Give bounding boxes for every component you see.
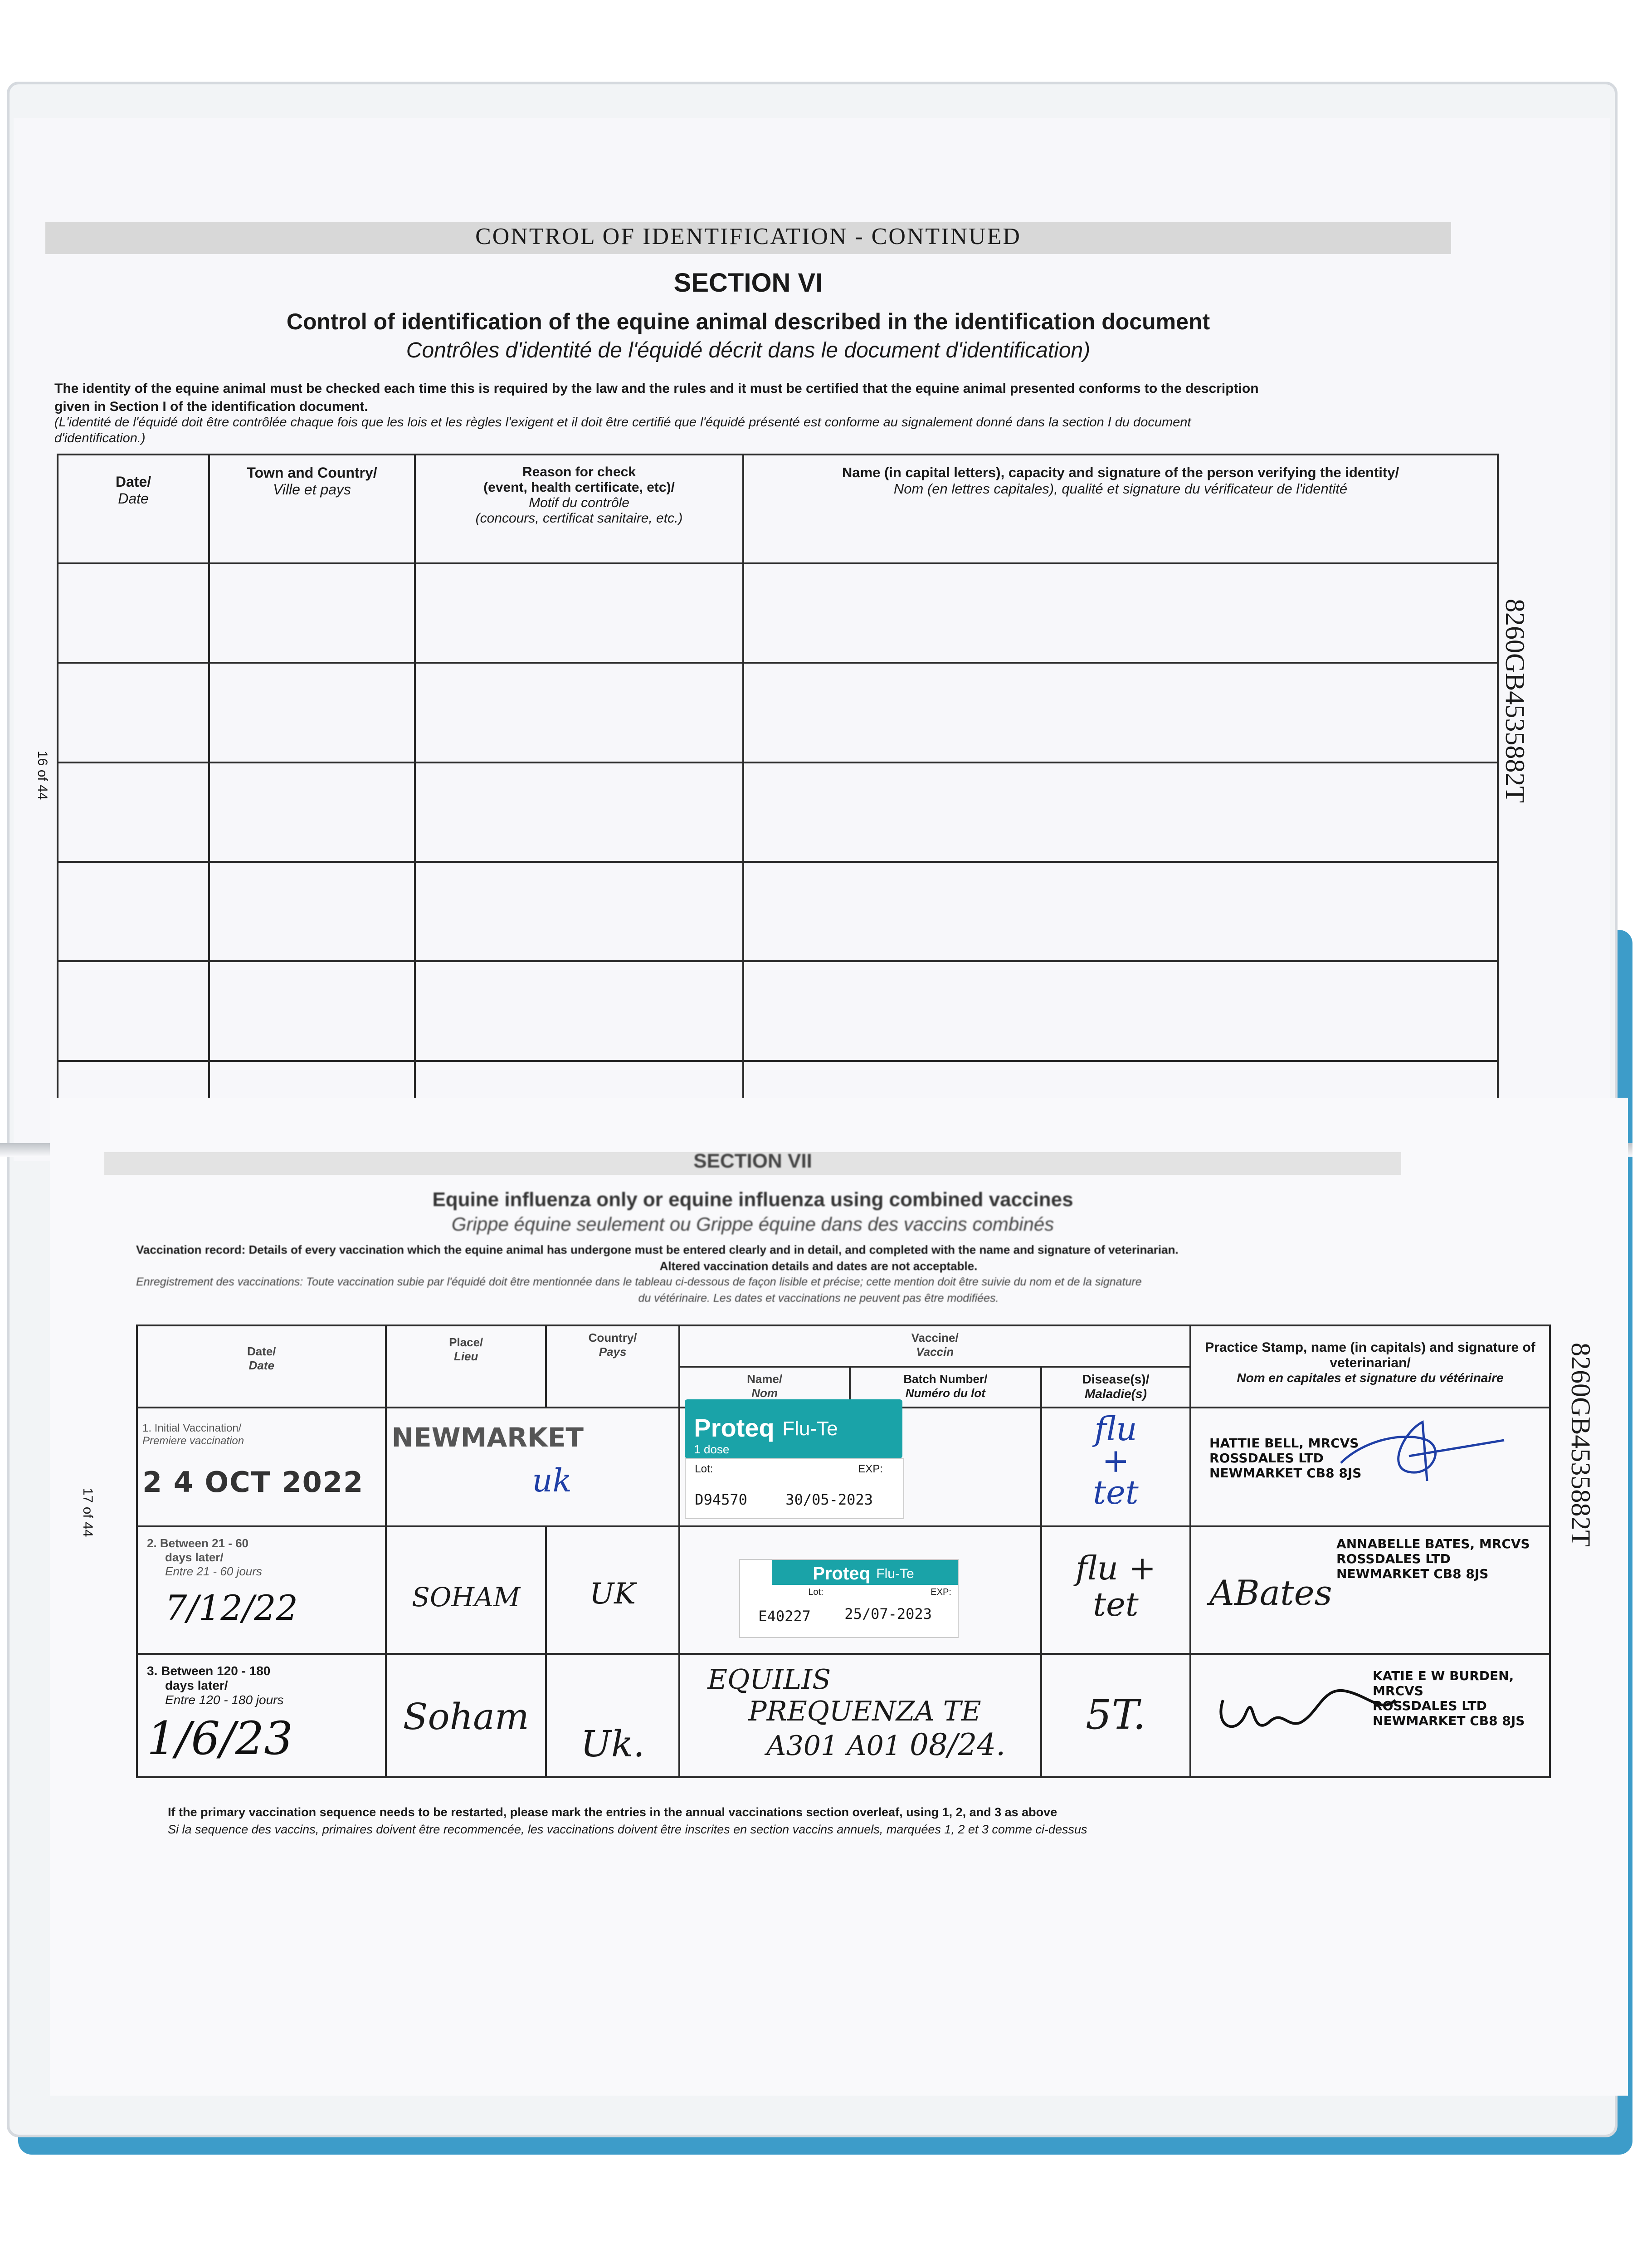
row2-place-cell [386,1526,546,1654]
row3-batch: A301 A01 08/24. [766,1727,1006,1763]
intro-french-2: d'identification.) [54,431,146,445]
row1-vaccine-cell [679,1408,1041,1526]
passport-id: 8260GB4535882T [1566,1343,1596,1547]
row3-date: 1/6/23 [147,1712,293,1765]
row2-date-cell: 2. Between 21 - 60 days later/ Entre 21 - 60 jours 7/12/22 [137,1526,386,1654]
col-name: Name (in capital letters), capacity and signature of the person verifying the identity/ Nom (en lettres capitales), qualité et signature du vérificateur de l'identité [743,455,1498,563]
row3-vet-stamp: KATIE E W BURDEN, MRCVS ROSSDALES LTD NEWMARKET CB8 8JS [1373,1668,1525,1729]
vaccination-row-1 [137,1408,1550,1526]
title-english: Equine influenza only or equine influenza using combined vaccines [432,1188,1073,1211]
row3-vaccine-name-2: PREQUENZA TE [748,1696,981,1728]
identification-check-table [57,454,1499,1161]
table-row [58,961,1498,1061]
row2-disease: flu + tet [1041,1526,1190,1654]
page-number: 17 of 44 [80,1488,95,1537]
row1-vet-stamp: HATTIE BELL, MRCVS ROSSDALES LTD NEWMARKET CB8 8JS [1190,1408,1550,1526]
row2-date: 7/12/22 [165,1587,298,1628]
table-header-row [58,455,1498,563]
row3-place: Soham [403,1696,529,1738]
col-place: Place/ Lieu [386,1325,546,1408]
row3-vaccine-name-1: EQUILIS [707,1664,831,1696]
row1-signature [1336,1413,1509,1486]
row3-country: Uk. [580,1723,645,1765]
footer-french: Si la sequence des vaccins, primaires doivent être recommencée, les vaccinations doivent être inscrites en section vaccins annuels, marquées 1, 2 et 3 comme ci-dessus [168,1823,1087,1836]
row3-signature [1209,1673,1400,1741]
col-date: Date/ Date [58,455,209,563]
title-english: Control of identification of the equine animal described in the identification document [286,309,1210,334]
intro-french-1: Enregistrement des vaccinations: Toute vaccination subie par l'équidé doit être mentionnée dans le tableau ci-dessous de façon lisible et précise; cette mention doit être suivie du nom et de la signature [136,1276,1142,1288]
vaccination-table [136,1325,1551,1778]
row3-place-cell [386,1654,546,1777]
row1-lot: D94570 [695,1491,747,1509]
row1-date-stamp: 2 4 OCT 2022 [142,1466,364,1499]
row1-exp: 30/05-2023 [785,1491,873,1509]
row1-country: uk [532,1462,572,1500]
row3-vet-cell [1190,1654,1550,1777]
col-vaccine: Vaccine/ Vaccin [679,1325,1190,1367]
row2-exp: 25/07-2023 [844,1605,932,1623]
table-row [58,763,1498,862]
row2-place: SOHAM [412,1581,521,1613]
table-row [58,663,1498,762]
row2-country-cell [546,1526,679,1654]
intro-english-1: Vaccination record: Details of every vaccination which the equine animal has undergone must be entered clearly and in detail, and completed with the name and signature of veterinarian. [136,1243,1179,1256]
col-country: Country/ Pays [546,1325,679,1408]
intro-english-2: given in Section I of the identification document. [54,399,368,414]
row2-lot: E40227 [758,1607,811,1625]
row1-place-cell [386,1408,679,1526]
page-section-vi [14,118,1610,1161]
intro-english-2: Altered vaccination details and dates are not acceptable. [659,1259,978,1273]
row3-date-cell: 3. Between 120 - 180 days later/ Entre 120 - 180 jours 1/6/23 [137,1654,386,1777]
row2-country: UK [590,1577,636,1611]
row1-disease: flu + tet [1041,1408,1190,1526]
row3-disease: 5T. [1041,1654,1190,1777]
banner-title: CONTROL OF IDENTIFICATION - CONTINUED [475,224,1021,249]
page-section-vii [50,1098,1628,2096]
row2-vet-cell [1190,1526,1550,1654]
row1-date-cell: 1. Initial Vaccination/ Premiere vaccination 2 4 OCT 2022 [137,1408,386,1526]
section-title: SECTION VI [673,268,823,298]
col-batch: Batch Number/ Numéro du lot [850,1367,1041,1408]
col-vaccine-name: Name/ Nom [679,1367,850,1408]
col-disease: Disease(s)/ Maladie(s) [1041,1367,1190,1408]
col-date: Date/ Date [137,1325,386,1408]
row3-vaccine-cell [679,1654,1041,1777]
footer-english: If the primary vaccination sequence needs to be restarted, please mark the entries in the annual vaccinations section overleaf, using 1, 2, and 3 as above [168,1805,1057,1819]
row1-place-stamp: NEWMARKET [391,1422,584,1453]
table-row [58,862,1498,961]
row2-vaccine-cell [679,1526,1041,1654]
table-row [58,563,1498,663]
intro-french-1: (L'identité de l'équidé doit être contrôlée chaque fois que les lois et les règles l'exigent et il doit être certifié que l'équidé présenté est conforme au signalement donné dans la section I du document [54,415,1191,430]
row2-vaccine-label: Proteq Flu-Te Lot: EXP: E40227 25/07-2023 [739,1559,959,1638]
vaccination-row-2 [137,1526,1550,1654]
section-title: SECTION VII [693,1150,812,1172]
row2-signature: ABates [1209,1572,1332,1613]
row1-lot-label: Lot: EXP: D94570 30/05-2023 [685,1458,904,1519]
vaccination-row-3 [137,1654,1550,1777]
passport-id: 8260GB4535882T [1500,599,1530,803]
row2-vet-stamp: ANNABELLE BATES, MRCVS ROSSDALES LTD NEWMARKET CB8 8JS [1336,1536,1530,1581]
row1-vaccine-label: Proteq Flu-Te 1 dose [685,1399,902,1458]
title-french: Grippe équine seulement ou Grippe équine dans des vaccins combinés [451,1213,1054,1235]
intro-french-2: du vétérinaire. Les dates et vaccinations ne peuvent pas être modifiées. [638,1292,999,1305]
page-number: 16 of 44 [35,751,50,800]
col-vet: Practice Stamp, name (in capitals) and signature of veterinarian/ Nom en capitales et signature du vétérinaire [1190,1325,1550,1408]
intro-english-1: The identity of the equine animal must be checked each time this is required by the law and the rules and it must be certified that the equine animal presented conforms to the description [54,381,1259,396]
row3-country-cell [546,1654,679,1777]
title-french: Contrôles d'identité de l'équidé décrit dans le document d'identification) [406,338,1091,362]
header-row-1 [137,1325,1550,1367]
col-reason: Reason for check (event, health certificate, etc)/ Motif du contrôle (concours, certificat sanitaire, etc.) [415,455,743,563]
col-town: Town and Country/ Ville et pays [209,455,415,563]
